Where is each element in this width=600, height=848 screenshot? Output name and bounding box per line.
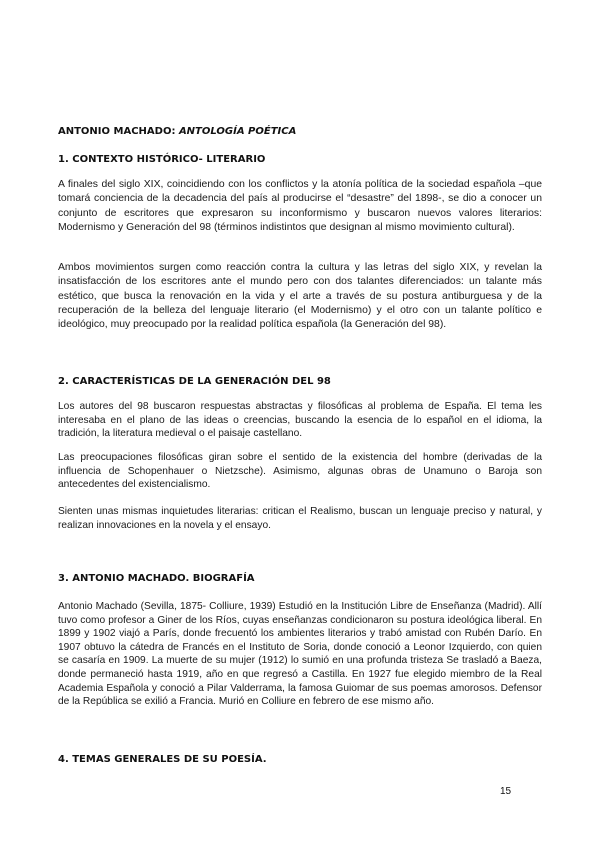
section-2-paragraph-2: Las preocupaciones filosóficas giran sobre el sentido de la existencia del hombre (derivadas de la influencia de Schopenhauer o Nietzsche). Asimismo, algunas obras de Unamuno o Baroja son antecedentes del existencialismo.: [58, 452, 542, 491]
section-1-paragraph-2: Ambos movimientos surgen como reacción contra la cultura y las letras del siglo XIX, y revelan la insatisfacción de los escritores ante el mundo pero con dos talantes diferenciados: un talante más estético, que busca la renovación en la vida y el arte a través de su postura antiburguesa y de la recuperación de la belleza del lenguaje literario (el Modernismo) y el otro con un talante político e ideológico, muy preocupado por la realidad política española (la Generación del 98).: [58, 262, 542, 331]
section-heading-context: 1. CONTEXTO HISTÓRICO- LITERARIO: [58, 154, 266, 165]
section-1-paragraph-1: A finales del siglo XIX, coincidiendo con los conflictos y la atonía política de la sociedad española –que tomará conciencia de la decadencia del país al producirse el “desastre” del 1898-, se dio a conocer un conjunto de escritores que expresaron su inconformismo y buscaron nuevos valores literarios: Modernismo y Generación del 98 (términos indistintos que designan al mismo movimiento cultural).: [58, 179, 542, 233]
section-heading-characteristics: 2. CARACTERÍSTICAS DE LA GENERACIÓN DEL 98: [58, 376, 331, 387]
section-2-paragraph-3: Sienten unas mismas inquietudes literarias: critican el Realismo, buscan un lenguaje preciso y natural, y realizan innovaciones en la novela y el ensayo.: [58, 506, 542, 531]
section-heading-themes: 4. TEMAS GENERALES DE SU POESÍA.: [58, 754, 267, 765]
section-heading-biography: 3. ANTONIO MACHADO. BIOGRAFÍA: [58, 573, 255, 584]
page-number: 15: [500, 786, 512, 797]
section-3-paragraph-1: Antonio Machado (Sevilla, 1875- Colliure, 1939) Estudió en la Institución Libre de Enseñanza (Madrid). Allí tuvo como profesor a Giner de los Ríos, cuyas enseñanzas condicionaron su postura ideológica liberal. En 1899 y 1902 viajó a París, donde frecuentó los ambientes literarios y trabó amistad con Rubén Darío. En 1907 obtuvo la cátedra de Francés en el Instituto de Soria, donde conoció a Leonor Izquierdo, con quien se casaría en 1909. La muerte de su mujer (1912) lo sumió en una profunda tristeza Se trasladó a Baeza, donde permaneció hasta 1919, año en que regresó a Castilla. En 1927 fue elegido miembro de la Real Academia Española y conoció a Pilar Valderrama, la famosa Guiomar de sus poemas amorosos. Defensor de la República se exilió a Francia. Murió en Colliure en febrero de ese mismo año.: [58, 601, 542, 708]
title-author: ANTONIO MACHADO:: [58, 126, 179, 137]
title-work: ANTOLOGÍA POÉTICA: [178, 126, 297, 137]
section-2-paragraph-1: Los autores del 98 buscaron respuestas abstractas y filosóficas al problema de España. El tema les interesaba en el plano de las ideas o creencias, buscando la esencia de lo español en el idioma, la tradición, la literatura medieval o el paisaje castellano.: [58, 401, 542, 440]
document-title: [58, 126, 548, 137]
